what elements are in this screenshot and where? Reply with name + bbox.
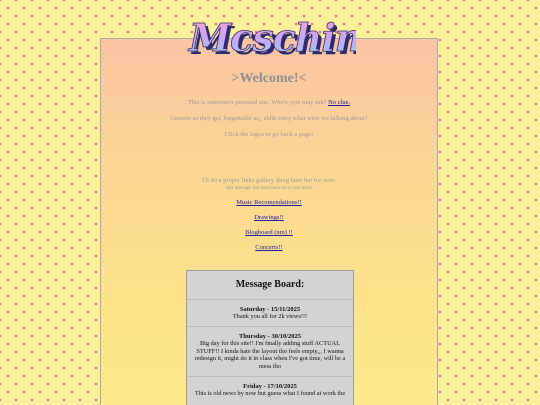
links-list [101, 199, 437, 251]
post-body: This is old news by now but guess what I found at work the [194, 390, 346, 398]
welcome-heading: >Welcome!< [231, 71, 307, 86]
message-post [187, 377, 353, 403]
logo-text: Mcschi [189, 15, 335, 60]
no-clue-link[interactable]: No clue. [328, 99, 351, 106]
link-blogboard[interactable]: Blogboard (nm) !! [245, 229, 293, 236]
site-logo[interactable] [186, 12, 356, 64]
link-drawings[interactable]: Drawings!! [254, 214, 284, 221]
logo-shadow: Mcschi [192, 18, 338, 63]
post-date: Friday - 17/10/2025 [243, 383, 297, 391]
post-body: Thank you all for 2k views!!! [232, 313, 308, 320]
message-board-title: Message Board: [187, 271, 353, 300]
message-board [186, 270, 354, 405]
post-date: Saturday - 15/11/2025 [239, 306, 301, 313]
logo-graphic [186, 12, 356, 64]
intro-text-1: This is someone's personal site. Who's, you may ask? [187, 99, 327, 106]
link-concerts[interactable]: Concerts!! [255, 244, 283, 251]
gallery-note [101, 177, 437, 193]
gallery-note-line-2: this message has been here for a year hmm [226, 186, 312, 191]
intro-line-3: Click the logos to go back a page! [224, 131, 314, 138]
post-date: Thursday - 30/10/2025 [238, 333, 302, 341]
message-post [187, 327, 353, 377]
main-panel [100, 38, 438, 405]
intro-line-1 [101, 99, 437, 106]
gallery-note-line-1: I'll do a proper links gallery thing later but for now: [201, 177, 337, 184]
post-body: Big day for this site!! I'm finally adding stuff ACTUAL STUFF!! I kinda hate the layout tho feels empty,,, I wanna redesign it, might do it in class when I've got time, will be a mess tho [194, 340, 346, 370]
link-music-recommendations[interactable]: Music Recomendations!! [236, 199, 302, 206]
intro-line-2: Generic as they get, forgettable as,, ahhh sorry what were we talking about? [170, 115, 368, 122]
message-post [187, 300, 353, 327]
